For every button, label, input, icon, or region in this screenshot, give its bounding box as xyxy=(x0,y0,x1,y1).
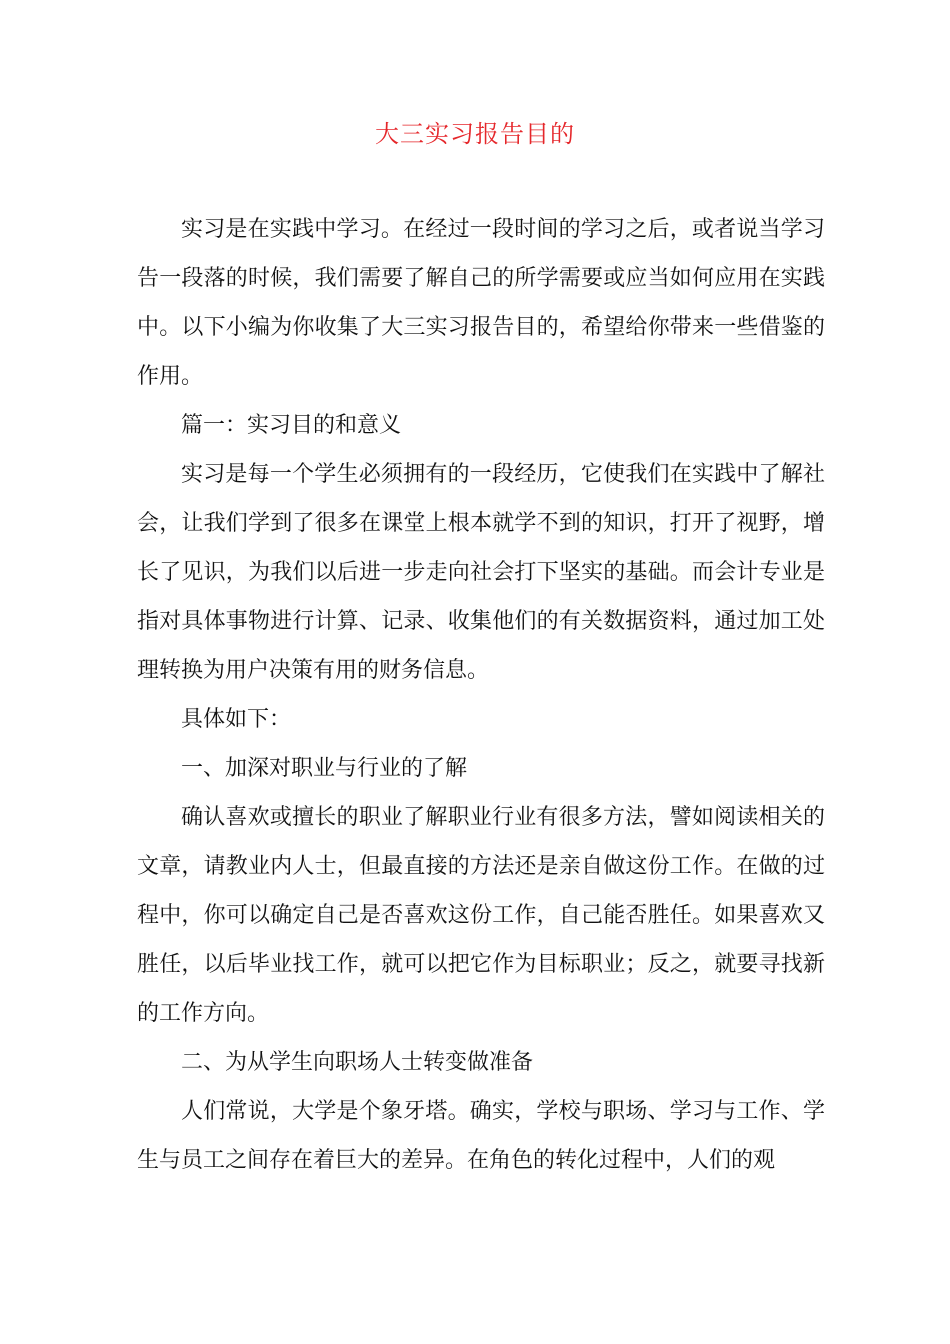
section-heading-point-one: 一、加深对职业与行业的了解 xyxy=(181,756,468,781)
section-heading-point-two: 二、为从学生向职场人士转变做准备 xyxy=(181,1050,534,1075)
paragraph-details-lead: 具体如下： xyxy=(181,707,292,732)
paragraph-intro: 实习是在实践中学习。在经过一段时间的学习之后，或者说当学习告一段落的时候，我们需要了解自己的所学需要或应当如何应用在实践中。以下小编为你收集了大三实习报告目的，希望给你带来一些借鉴的作用。 xyxy=(137,217,825,389)
paragraph-role-transition: 人们常说，大学是个象牙塔。确实，学校与职场、学习与工作、学生与员工之间存在着巨大的差异。在角色的转化过程中，人们的观 xyxy=(137,1099,825,1173)
section-heading-chapter-one: 篇一：实习目的和意义 xyxy=(181,413,402,438)
document-body xyxy=(137,205,825,1185)
document-title: 大三实习报告目的 xyxy=(375,120,575,148)
paragraph-internship-significance: 实习是每一个学生必须拥有的一段经历，它使我们在实践中了解社会，让我们学到了很多在课堂上根本就学不到的知识，打开了视野，增长了见识，为我们以后进一步走向社会打下坚实的基础。而会计专业是指对具体事物进行计算、记录、收集他们的有关数据资料，通过加工处理转换为用户决策有用的财务信息。 xyxy=(137,462,825,683)
paragraph-career-understanding: 确认喜欢或擅长的职业了解职业行业有很多方法，譬如阅读相关的文章，请教业内人士，但最直接的方法还是亲自做这份工作。在做的过程中，你可以确定自己是否喜欢这份工作，自己能否胜任。如果喜欢又胜任，以后毕业找工作，就可以把它作为目标职业；反之，就要寻找新的工作方向。 xyxy=(137,805,825,1026)
